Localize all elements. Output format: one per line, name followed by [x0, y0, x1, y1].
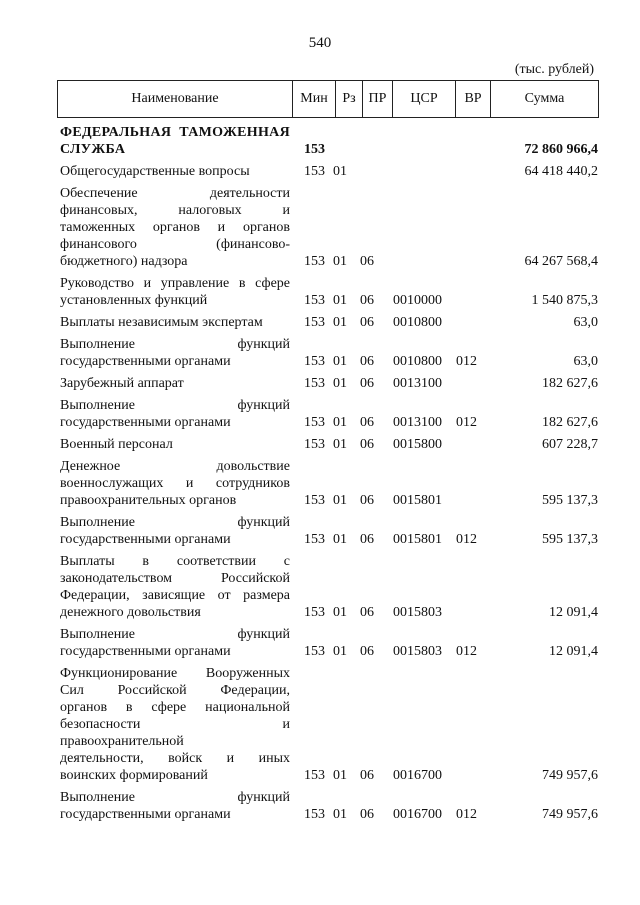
row-name-line: воинских формирований: [60, 768, 208, 783]
row-name: [60, 336, 290, 370]
row-name: [60, 185, 290, 270]
row-min: 153: [304, 142, 325, 157]
row-name-line: безопасности и: [60, 717, 290, 732]
row-rz: 01: [333, 807, 347, 822]
row-rz: 01: [333, 437, 347, 452]
row-csr: 0013100: [393, 415, 442, 430]
row-rz: 01: [333, 354, 347, 369]
row-sum: 182 627,6: [542, 415, 598, 430]
row-name: [60, 789, 290, 823]
row-name: [60, 458, 290, 509]
row-name-line: Сил Российской Федерации,: [60, 683, 290, 698]
row-min: 153: [304, 293, 325, 308]
header-sum: Сумма: [524, 91, 565, 106]
row-csr: 0015801: [393, 532, 442, 547]
row-pr: 06: [360, 493, 374, 508]
row-name-line: правоохранительных органов: [60, 493, 237, 508]
row-name: [60, 514, 290, 548]
table-row: [60, 336, 600, 370]
table-row: [60, 124, 600, 158]
row-pr: 06: [360, 644, 374, 659]
row-sum: 72 860 966,4: [524, 142, 598, 157]
row-name-line: Обеспечение деятельности: [60, 186, 290, 201]
row-rz: 01: [333, 376, 347, 391]
row-pr: 06: [360, 807, 374, 822]
table-row: [60, 553, 600, 621]
row-min: 153: [304, 493, 325, 508]
row-name: [60, 665, 290, 784]
row-name-line: Функционирование Вооруженных: [60, 666, 290, 681]
row-pr: 06: [360, 376, 374, 391]
row-sum: 1 540 875,3: [531, 293, 598, 308]
row-csr: 0010800: [393, 315, 442, 330]
units-label: (тыс. рублей): [514, 62, 594, 77]
row-csr: 0010800: [393, 354, 442, 369]
row-rz: 01: [333, 293, 347, 308]
header-min: Мин: [293, 81, 336, 117]
header-name: Наименование: [58, 81, 293, 117]
row-sum: 63,0: [573, 354, 598, 369]
row-name: [60, 626, 290, 660]
row-pr: 06: [360, 605, 374, 620]
table-row: [60, 185, 600, 270]
row-rz: 01: [333, 254, 347, 269]
row-name-line: государственными органами: [60, 415, 231, 430]
row-csr: 0016700: [393, 768, 442, 783]
row-csr: 0016700: [393, 807, 442, 822]
table-row: [60, 665, 600, 784]
table-row: [60, 458, 600, 509]
table-row: [60, 436, 600, 453]
row-name-line: деятельности, войск и иных: [60, 751, 290, 766]
row-pr: 06: [360, 315, 374, 330]
row-rz: 01: [333, 493, 347, 508]
row-rz: 01: [333, 644, 347, 659]
row-sum: 64 267 568,4: [524, 254, 598, 269]
row-name-line: Выполнение функций: [60, 337, 290, 352]
row-min: 153: [304, 354, 325, 369]
row-csr: 0010000: [393, 293, 442, 308]
row-min: 153: [304, 807, 325, 822]
row-name-line: Зарубежный аппарат: [60, 376, 184, 391]
row-sum: 12 091,4: [549, 605, 598, 620]
row-name-line: Федерации, зависящие от размера: [60, 588, 290, 603]
row-rz: 01: [333, 315, 347, 330]
row-name-line: Выполнение функций: [60, 515, 290, 530]
row-pr: 06: [360, 532, 374, 547]
row-sum: 64 418 440,2: [524, 164, 598, 179]
row-min: 153: [304, 644, 325, 659]
row-sum: 63,0: [573, 315, 598, 330]
row-sum: 749 957,6: [542, 807, 598, 822]
page-number: 540: [308, 35, 332, 51]
row-vr: 012: [456, 354, 477, 369]
row-min: 153: [304, 768, 325, 783]
row-rz: 01: [333, 768, 347, 783]
row-name-line: бюджетного) надзора: [60, 254, 188, 269]
header-rz: Рз: [336, 81, 363, 117]
row-name-line: СЛУЖБА: [60, 142, 126, 157]
row-name: [60, 436, 290, 453]
row-name-line: Выполнение функций: [60, 398, 290, 413]
row-sum: 182 627,6: [542, 376, 598, 391]
row-name: [60, 124, 290, 158]
table-row: [60, 375, 600, 392]
row-name: [60, 163, 290, 180]
row-name-line: денежного довольствия: [60, 605, 201, 620]
row-name-line: Выплаты независимым экспертам: [60, 315, 263, 330]
table-row: [60, 789, 600, 823]
row-pr: 06: [360, 354, 374, 369]
row-name-line: Денежное довольствие: [60, 459, 290, 474]
row-name-line: Выполнение функций: [60, 627, 290, 642]
row-name-line: государственными органами: [60, 532, 231, 547]
row-vr: 012: [456, 532, 477, 547]
row-rz: 01: [333, 605, 347, 620]
table-row: [60, 397, 600, 431]
header-pr: ПР: [363, 81, 393, 117]
row-name-line: законодательством Российской: [60, 571, 290, 586]
row-pr: 06: [360, 437, 374, 452]
row-sum: 595 137,3: [542, 532, 598, 547]
row-csr: 0015800: [393, 437, 442, 452]
row-name-line: Выплаты в соответствии с: [60, 554, 290, 569]
row-sum: 749 957,6: [542, 768, 598, 783]
row-name: [60, 553, 290, 621]
row-min: 153: [304, 254, 325, 269]
row-name-line: военнослужащих и сотрудников: [60, 476, 290, 491]
row-name-line: финансовых, налоговых и: [60, 203, 290, 218]
table-row: [60, 626, 600, 660]
row-csr: 0015801: [393, 493, 442, 508]
row-sum: 12 091,4: [549, 644, 598, 659]
row-sum: 595 137,3: [542, 493, 598, 508]
row-min: 153: [304, 437, 325, 452]
row-rz: 01: [333, 164, 347, 179]
row-min: 153: [304, 415, 325, 430]
row-pr: 06: [360, 254, 374, 269]
row-name-line: правоохранительной: [60, 734, 184, 749]
row-csr: 0013100: [393, 376, 442, 391]
row-name: [60, 397, 290, 431]
row-name-line: финансового (финансово-: [60, 237, 290, 252]
row-pr: 06: [360, 293, 374, 308]
row-name: [60, 275, 290, 309]
row-vr: 012: [456, 807, 477, 822]
row-vr: 012: [456, 644, 477, 659]
row-name-line: Военный персонал: [60, 437, 173, 452]
row-name-line: ФЕДЕРАЛЬНАЯ ТАМОЖЕННАЯ: [60, 125, 290, 140]
row-name-line: государственными органами: [60, 354, 231, 369]
row-min: 153: [304, 605, 325, 620]
table-body: [60, 124, 600, 828]
table-row: [60, 275, 600, 309]
row-min: 153: [304, 315, 325, 330]
row-min: 153: [304, 376, 325, 391]
row-name-line: установленных функций: [60, 293, 208, 308]
row-rz: 01: [333, 415, 347, 430]
row-pr: 06: [360, 415, 374, 430]
row-name-line: Выполнение функций: [60, 790, 290, 805]
row-name-line: государственными органами: [60, 644, 231, 659]
header-csr: ЦСР: [393, 81, 456, 117]
row-min: 153: [304, 532, 325, 547]
row-name-line: таможенных органов и органов: [60, 220, 290, 235]
row-name-line: государственными органами: [60, 807, 231, 822]
row-rz: 01: [333, 532, 347, 547]
header-vr: ВР: [456, 81, 491, 117]
row-name: [60, 375, 290, 392]
row-name-line: Общегосударственные вопросы: [60, 164, 250, 179]
row-name: [60, 314, 290, 331]
table-row: [60, 514, 600, 548]
row-name-line: Руководство и управление в сфере: [60, 276, 290, 291]
row-min: 153: [304, 164, 325, 179]
row-csr: 0015803: [393, 605, 442, 620]
row-name-line: органов в сфере национальной: [60, 700, 290, 715]
table-header: [57, 80, 599, 118]
row-sum: 607 228,7: [542, 437, 598, 452]
row-csr: 0015803: [393, 644, 442, 659]
row-vr: 012: [456, 415, 477, 430]
table-row: [60, 163, 600, 180]
table-row: [60, 314, 600, 331]
row-pr: 06: [360, 768, 374, 783]
